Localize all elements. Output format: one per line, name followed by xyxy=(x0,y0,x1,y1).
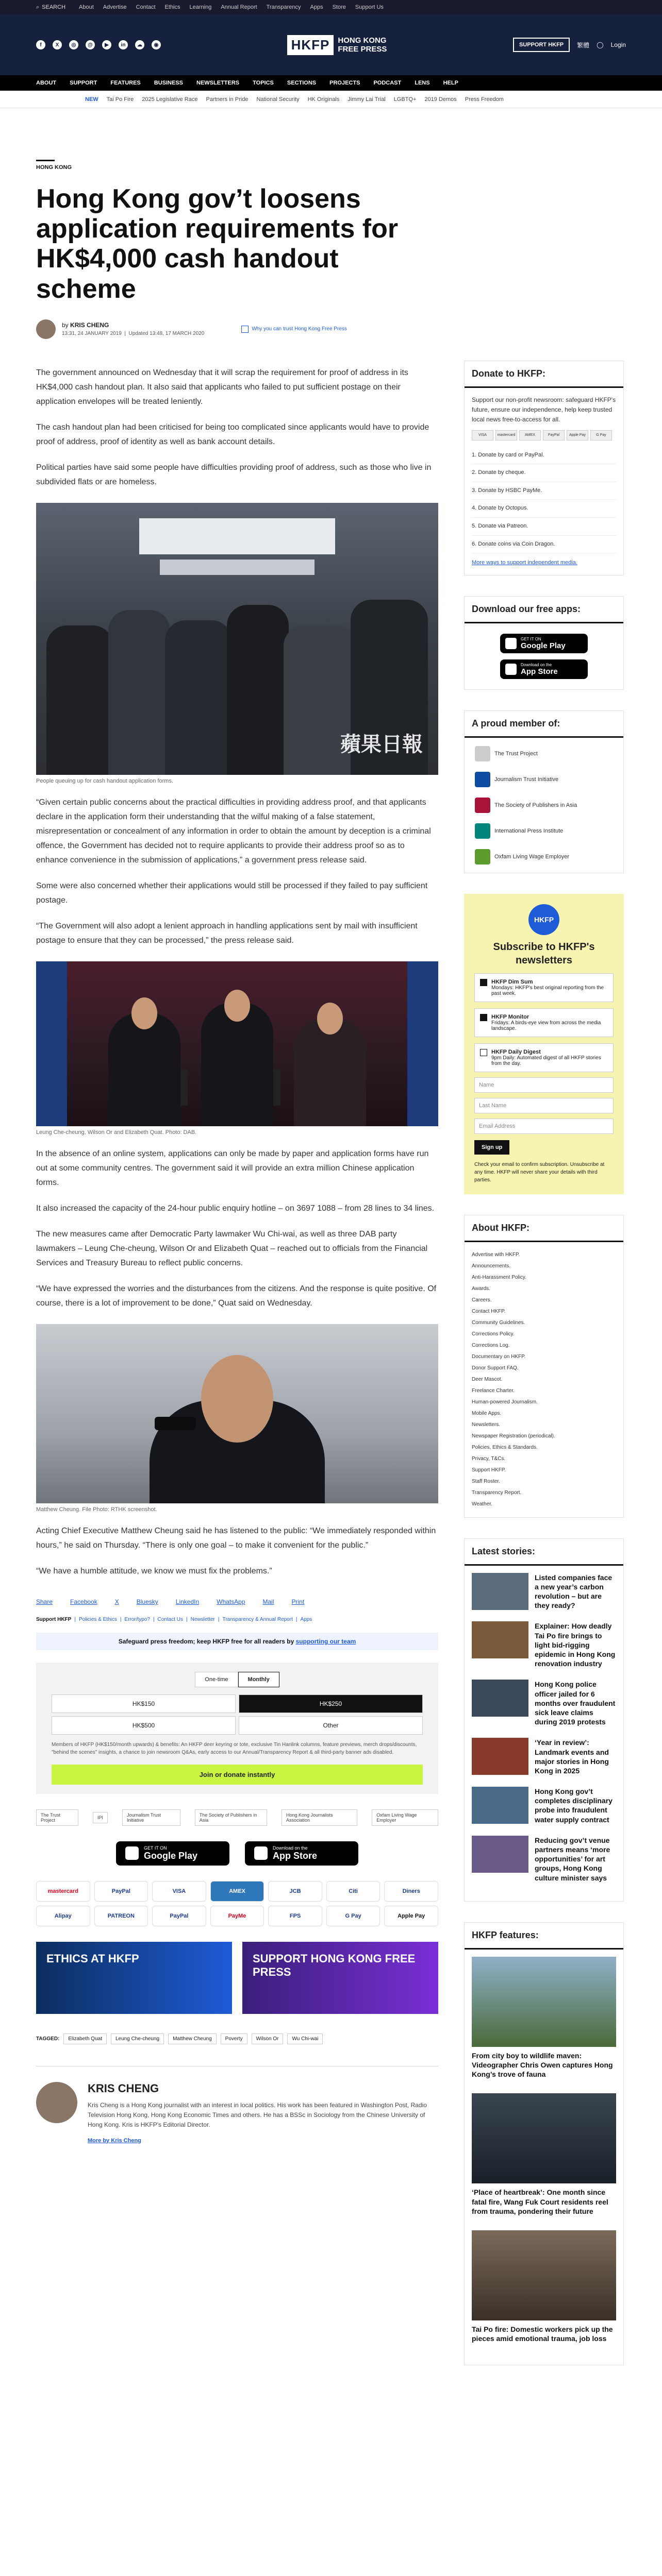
about-link[interactable]: Staff Roster. xyxy=(472,1478,500,1484)
updated-date: Updated 13:48, 17 MARCH 2020 xyxy=(128,331,205,337)
story-item[interactable]: Explainer: How deadly Tai Po fire brings to light bid-rigging epidemic in Hong Kong renovation industry xyxy=(472,1621,616,1668)
author-link[interactable]: KRIS CHENG xyxy=(70,321,109,329)
photo-watermark: 蘋果日報 xyxy=(340,732,423,756)
about-link[interactable]: Transparency Report. xyxy=(472,1489,522,1496)
photo-mic xyxy=(155,1417,196,1430)
trust-icon xyxy=(241,326,249,333)
payment-logo: PayPal xyxy=(543,430,565,440)
paragraph: Political parties have said some people have difficulties providing proof of address, such as those who live in subdivided flats or are homeless. xyxy=(36,463,432,486)
bluesky-icon[interactable]: ☁ xyxy=(135,40,144,49)
apple-icon xyxy=(505,664,517,675)
member-logo xyxy=(475,798,490,813)
utility-bar xyxy=(0,0,662,14)
footer-link[interactable]: Error/typo? xyxy=(124,1616,150,1622)
more-by-author-link[interactable]: More by Kris Cheng xyxy=(88,2137,141,2144)
payment-logo: G Pay xyxy=(590,430,612,440)
story-item[interactable]: Reducing gov’t venue partners means ‘more opportunities’ for art groups, Hong Kong culture minister says xyxy=(472,1836,616,1883)
donate-widget xyxy=(36,1663,438,1794)
trending-item[interactable]: 2025 Legislative Race xyxy=(142,96,198,103)
photo-backdrop xyxy=(36,961,67,1126)
google-play-icon xyxy=(505,638,517,649)
utility-link[interactable]: Annual Report xyxy=(221,4,257,10)
story-item[interactable]: Hong Kong police officer jailed for 6 months over fraudulent sick leave claims during 2019 protests xyxy=(472,1680,616,1726)
about-link[interactable]: Deer Mascot. xyxy=(472,1376,503,1382)
support-promo[interactable]: SUPPORT HONG KONG FREE PRESS xyxy=(242,1942,438,2014)
site-header xyxy=(0,14,662,75)
article xyxy=(36,108,438,2386)
member-logo[interactable]: The Society of Publishers in Asia xyxy=(195,1809,267,1826)
rss-icon[interactable]: ◉ xyxy=(152,40,161,49)
payment-logo: PayPal xyxy=(94,1881,148,1902)
about-sidebar xyxy=(464,1215,624,1518)
footer-link[interactable]: Transparency & Annual Report xyxy=(222,1616,293,1622)
feature-image xyxy=(472,2230,616,2320)
amount-option[interactable]: Other xyxy=(239,1716,423,1735)
share-whatsapp[interactable]: WhatsApp xyxy=(217,1598,245,1605)
tag[interactable]: Wu Chi-wai xyxy=(287,2033,323,2044)
search-toggle[interactable]: ⌕ SEARCH xyxy=(36,4,66,10)
about-link[interactable]: Donor Support FAQ. xyxy=(472,1365,519,1371)
author-name[interactable]: KRIS CHENG xyxy=(88,2081,159,2095)
about-link[interactable]: Advertise with HKFP. xyxy=(472,1251,520,1258)
official-photo[interactable] xyxy=(36,1324,438,1503)
author-box xyxy=(36,2066,438,2144)
share-linkedin[interactable]: LinkedIn xyxy=(175,1598,200,1605)
paragraph: It also increased the capacity of the 24-hour public enquiry hotline – on 3697 1088 – from 28 lines to 34 lines. xyxy=(36,1204,435,1213)
donate-option[interactable]: 6. Donate coins via Coin Dragon. xyxy=(472,536,616,554)
share-mail[interactable]: Mail xyxy=(262,1598,274,1605)
trending-item[interactable]: Tai Po Fire xyxy=(106,96,134,103)
byline-text: by KRIS CHENG 13:31, 24 JANUARY 2019 | Updated 13:48, 17 MARCH 2020 xyxy=(62,321,205,337)
paragraph: “We have expressed the worries and the disturbances from the citizens. And the response is quite positive. Of course, there is a lot of improvement to be done,” Quat said on Wednesday. xyxy=(36,1284,437,1308)
widget-title: Latest stories: xyxy=(465,1539,623,1566)
instagram-icon[interactable]: ◎ xyxy=(69,40,78,49)
x-icon[interactable]: X xyxy=(53,40,62,49)
photo-caption: People queuing up for cash handout application forms. xyxy=(36,777,174,784)
about-link[interactable]: Weather. xyxy=(472,1501,492,1507)
payment-logo: PayPal xyxy=(152,1906,206,1926)
login-link[interactable]: Login xyxy=(610,41,626,48)
nav-item[interactable]: HELP xyxy=(443,80,458,86)
about-link[interactable]: Documentary on HKFP. xyxy=(472,1353,526,1360)
sidebar-pay-logos xyxy=(472,430,616,440)
paragraph: Some were also concerned whether their applications would still be processed if they failed to pay sufficient postage. xyxy=(36,881,428,905)
amount-option[interactable]: HK$150 xyxy=(52,1694,236,1713)
payment-logo: AMEX xyxy=(519,430,541,440)
utility-link[interactable]: Learning xyxy=(189,4,212,10)
story-thumb xyxy=(472,1680,528,1717)
page-body xyxy=(0,108,662,2386)
nav-item[interactable]: ABOUT xyxy=(36,80,57,86)
footer-link[interactable]: Newsletter xyxy=(190,1616,215,1622)
donate-amounts xyxy=(52,1694,423,1735)
app-store-row xyxy=(36,1841,438,1866)
share-bluesky[interactable]: Bluesky xyxy=(136,1598,158,1605)
utility-link[interactable]: About xyxy=(79,4,94,10)
donate-option[interactable]: 1. Donate by card or PayPal. xyxy=(472,447,616,465)
feature-item[interactable]: From city boy to wildlife maven: Videographer Chris Owen captures Hong Kong’s trove of fauna xyxy=(472,1957,616,2079)
nav-item[interactable]: FEATURES xyxy=(110,80,141,86)
payment-logo: Apple Pay xyxy=(567,430,588,440)
member-item[interactable]: Oxfam Living Wage Employer xyxy=(475,849,613,865)
photo-caption: Matthew Cheung. File Photo: RTHK screenshot. xyxy=(36,1506,157,1513)
donate-option[interactable]: 5. Donate via Patreon. xyxy=(472,518,616,536)
about-links xyxy=(465,1242,623,1517)
author-avatar[interactable] xyxy=(36,319,56,339)
widget-title: HKFP features: xyxy=(465,1923,623,1950)
paragraph: “Given certain public concerns about the practical difficulties in providing address proof, and that applicants declare in the application form their understanding that the wilful making of a false statement, misrepresentation or concealment of any information in order to obtain the amount by deception is a criminal offence, the Government has decided not to require applicants to provide their address proof so as to enhance convenience in the submission of applications,” a government press release said. xyxy=(36,798,431,865)
story-item[interactable]: Hong Kong gov’t completes disciplinary probe into fraudulent water supply contract xyxy=(472,1787,616,1824)
newsletter-logo: HKFP xyxy=(528,904,559,935)
user-icon[interactable]: ◯ xyxy=(597,41,604,48)
share-bar xyxy=(36,1598,438,1605)
checkbox-checked[interactable] xyxy=(480,1014,487,1021)
member-logo[interactable]: The Trust Project xyxy=(36,1809,78,1826)
payment-logo: Alipay xyxy=(36,1906,90,1926)
payment-methods xyxy=(36,1881,438,1926)
app-store-button[interactable]: Download on the App Store xyxy=(500,659,588,679)
queue-photo[interactable] xyxy=(36,503,438,775)
trending-item[interactable]: Jimmy Lai Trial xyxy=(347,96,386,103)
widget-title: A proud member of: xyxy=(465,711,623,738)
member-logo xyxy=(475,746,490,761)
story-thumb xyxy=(472,1738,528,1775)
newsletter-signup xyxy=(464,894,624,1194)
nav-item[interactable]: PROJECTS xyxy=(329,80,360,86)
nav-item[interactable]: NEWSLETTERS xyxy=(196,80,240,86)
figure xyxy=(36,1324,438,1513)
member-logo[interactable]: Hong Kong Journalists Association xyxy=(282,1809,357,1826)
section-label[interactable]: HONG KONG xyxy=(36,160,55,171)
member-logo xyxy=(475,823,490,839)
article-footer-links: Support HKFP | Policies & Ethics | Error/typo? | Contact Us | Newsletter | Transparency & Annual Report | Apps xyxy=(36,1616,312,1622)
latest-stories xyxy=(464,1538,624,1902)
hkfp-features xyxy=(464,1922,624,2366)
paragraph: The cash handout plan had been criticised for being too complicated since applicants would have to provide proof of address, proof of identity as well as bank account details. xyxy=(36,422,429,446)
member-logo xyxy=(475,772,490,787)
support-link[interactable]: Support HKFP xyxy=(36,1616,72,1622)
search-icon: ⌕ xyxy=(36,4,40,10)
nav-item[interactable]: PODCAST xyxy=(373,80,402,86)
checkbox-checked[interactable] xyxy=(480,979,487,986)
about-link[interactable]: Corrections Policy. xyxy=(472,1331,515,1337)
apple-icon xyxy=(254,1846,268,1860)
utility-link[interactable]: Support Us xyxy=(355,4,384,10)
tag[interactable]: Elizabeth Quat xyxy=(63,2033,107,2044)
widget-title: About HKFP: xyxy=(465,1215,623,1242)
photo-person xyxy=(165,620,232,775)
freq-monthly[interactable]: Monthly xyxy=(238,1672,279,1687)
threads-icon[interactable]: @ xyxy=(86,40,95,49)
trending-item[interactable]: Partners in Pride xyxy=(206,96,249,103)
donate-options xyxy=(472,447,616,554)
payment-logo: VISA xyxy=(152,1881,206,1902)
member-logo xyxy=(475,849,490,865)
photo-sign xyxy=(160,560,315,575)
promo-banners xyxy=(36,1942,438,2014)
about-link[interactable]: Freelance Charter. xyxy=(472,1387,515,1394)
support-button[interactable]: SUPPORT HKFP xyxy=(513,38,570,52)
tags-label: TAGGED: xyxy=(36,2036,60,2042)
google-play-icon xyxy=(125,1846,139,1860)
footer-link[interactable]: Policies & Ethics xyxy=(78,1616,117,1622)
photo-mic xyxy=(180,1070,188,1106)
nav-item[interactable]: BUSINESS xyxy=(154,80,184,86)
paragraph: In the absence of an online system, applications can only be made by paper and application forms have run out at some community centres. The government said it will provide an extra million Chinese application forms. xyxy=(36,1149,429,1187)
feature-item[interactable]: ‘Place of heartbreak’: One month since fatal fire, Wang Fuk Court residents reel from trauma, pondering their future xyxy=(472,2093,616,2216)
app-store-button[interactable]: Download on the App Store xyxy=(245,1841,358,1866)
payment-logo: Diners xyxy=(384,1881,438,1902)
last-name-input[interactable]: Last Name xyxy=(474,1098,614,1113)
nav-item[interactable]: TOPICS xyxy=(253,80,274,86)
social-icons xyxy=(36,40,161,49)
about-link[interactable]: Newspaper Registration (periodical). xyxy=(472,1433,555,1439)
main-nav xyxy=(0,75,662,91)
about-link[interactable]: Anti-Harassment Policy. xyxy=(472,1274,526,1280)
figure xyxy=(36,961,438,1136)
new-badge: NEW xyxy=(85,96,98,103)
donate-text: Support our non-profit newsroom: safeguard HKFP's future, ensure our independence, help keep trusted local news free-to-access for all. xyxy=(472,396,616,423)
email-input[interactable]: Email Address xyxy=(474,1118,614,1134)
tag[interactable]: Wilson Or xyxy=(252,2033,284,2044)
widget-title: Donate to HKFP: xyxy=(465,361,623,388)
donate-option[interactable]: 4. Donate by Octopus. xyxy=(472,500,616,518)
about-link[interactable]: Awards. xyxy=(472,1285,490,1292)
ethics-promo[interactable]: ETHICS AT HKFP xyxy=(36,1942,232,2014)
about-link[interactable]: Support HKFP. xyxy=(472,1467,506,1473)
figure xyxy=(36,503,438,784)
story-item[interactable]: Listed companies face a new year’s carbon revolution – but are they ready? xyxy=(472,1573,616,1611)
photo-person xyxy=(227,605,289,775)
member-logo[interactable]: Journalism Trust Initiative xyxy=(122,1809,180,1826)
feature-item[interactable]: Tai Po fire: Domestic workers pick up the pieces amid emotional trauma, job loss xyxy=(472,2230,616,2343)
about-link[interactable]: Human-powered Journalism. xyxy=(472,1399,538,1405)
story-item[interactable]: ‘Year in review’: Landmark events and major stories in Hong Kong in 2025 xyxy=(472,1738,616,1775)
story-thumb xyxy=(472,1836,528,1873)
trending-nav xyxy=(0,91,662,108)
newsletter-note: Check your email to confirm subscription. Unsubscribe at any time. HKFP will never share your details with third parties. xyxy=(474,1161,605,1183)
photo-backdrop xyxy=(407,961,438,1126)
feature-image xyxy=(472,1957,616,2047)
paragraph: The new measures came after Democratic Party lawmaker Wu Chi-wai, as well as three DAB party lawmakers – Leung Che-cheung, Wilson Or and Elizabeth Quat – reached out to officials from the Financial Services and Treasury Bureau to reflect public concerns. xyxy=(36,1229,428,1267)
about-link[interactable]: Newsletters. xyxy=(472,1421,501,1428)
about-link[interactable]: Announcements. xyxy=(472,1263,511,1269)
trust-link[interactable]: Why you can trust Hong Kong Free Press xyxy=(241,326,347,333)
google-play-button[interactable]: GET IT ON Google Play xyxy=(500,634,588,653)
nav-item[interactable]: SECTIONS xyxy=(287,80,317,86)
payment-logo: Apple Pay xyxy=(384,1906,438,1926)
trending-item[interactable]: Press Freedom xyxy=(465,96,504,103)
payment-logo: mastercard xyxy=(495,430,517,440)
donate-frequency xyxy=(52,1672,423,1687)
photo-sign xyxy=(139,518,335,554)
share-label: Share xyxy=(36,1598,53,1605)
article-title: Hong Kong gov’t loosens application requirements for HK$4,000 cash handout scheme xyxy=(36,184,399,304)
article-body xyxy=(36,366,438,1579)
tag[interactable]: Matthew Cheung xyxy=(168,2033,217,2044)
photo-face xyxy=(224,990,250,1022)
photo-face xyxy=(201,1355,273,1443)
utility-link[interactable]: Store xyxy=(332,4,346,10)
photo-mic xyxy=(273,1070,280,1106)
trending-item[interactable]: HK Originals xyxy=(307,96,340,103)
lawmakers-photo[interactable] xyxy=(36,961,438,1126)
about-link[interactable]: Policies, Ethics & Standards. xyxy=(472,1444,538,1450)
newsletter-option[interactable]: HKFP Daily Digest 9pm Daily: Automated digest of all HKFP stories from the day. xyxy=(474,1043,614,1072)
payment-logo: JCB xyxy=(268,1881,322,1902)
payment-logo: AMEX xyxy=(210,1881,264,1902)
trending-item[interactable]: LGBTQ+ xyxy=(393,96,417,103)
paragraph: “The Government will also adopt a lenient approach in handling applications sent by mail with insufficient postage to ensure that they can be processed,” the press release said. xyxy=(36,921,418,945)
about-link[interactable]: Privacy, T&Cs. xyxy=(472,1455,506,1462)
newsletter-option[interactable]: HKFP Dim Sum Mondays: HKFP's best original reporting from the past week. xyxy=(474,973,614,1002)
member-logos xyxy=(36,1809,438,1826)
trending-item[interactable]: National Security xyxy=(256,96,300,103)
payment-logo: Citi xyxy=(326,1881,380,1902)
linkedin-icon[interactable]: in xyxy=(119,40,128,49)
about-link[interactable]: Mobile Apps. xyxy=(472,1410,502,1416)
donate-option[interactable]: 3. Donate by HSBC PayMe. xyxy=(472,482,616,500)
member-logo[interactable]: IPI xyxy=(93,1812,108,1823)
payment-logo: PayMe xyxy=(210,1906,264,1926)
payment-logo: FPS xyxy=(268,1906,322,1926)
story-thumb xyxy=(472,1621,528,1658)
utility-link[interactable]: Transparency xyxy=(266,4,301,10)
member-logo[interactable]: Oxfam Living Wage Employer xyxy=(372,1809,438,1826)
share-x[interactable]: X xyxy=(114,1598,119,1605)
trending-item[interactable]: 2019 Demos xyxy=(424,96,457,103)
member-item[interactable]: Journalism Trust Initiative xyxy=(475,772,613,787)
utility-links xyxy=(79,4,384,10)
freq-one-time[interactable]: One-time xyxy=(195,1672,238,1687)
more-ways-link[interactable]: More ways to support independent media. xyxy=(472,560,577,566)
footer-link[interactable]: Contact Us xyxy=(157,1616,184,1622)
amount-option[interactable]: HK$250 xyxy=(239,1694,423,1713)
sidebar xyxy=(464,108,624,2386)
story-thumb xyxy=(472,1573,528,1610)
utility-link[interactable]: Apps xyxy=(310,4,323,10)
photo-caption: Leung Che-cheung, Wilson Or and Elizabeth Quat. Photo: DAB. xyxy=(36,1129,197,1136)
utility-link[interactable]: Advertise xyxy=(103,4,127,10)
newsletter-title: Subscribe to HKFP's newsletters xyxy=(493,941,595,966)
author-bio: Kris Cheng is a Hong Kong journalist with an interest in local politics. His work has been featured in Washington Post, Radio Television Hong Kong, Hong Kong Economic Times and others. He has a BSSc in Sociology from the Chinese University of Hong Kong. Kris is HKFP's Editorial Director. xyxy=(88,2101,427,2129)
amount-option[interactable]: HK$500 xyxy=(52,1716,236,1735)
tag[interactable]: Leung Che-cheung xyxy=(111,2033,164,2044)
about-link[interactable]: Contact HKFP. xyxy=(472,1308,506,1314)
published-date: 13:31, 24 JANUARY 2019 xyxy=(62,331,122,337)
photo-person xyxy=(108,1013,180,1126)
signup-button[interactable]: Sign up xyxy=(474,1140,509,1155)
about-link[interactable]: Community Guidelines. xyxy=(472,1319,525,1326)
author-avatar-large[interactable] xyxy=(36,2082,77,2123)
safeguard-banner: Safeguard press freedom; keep HKFP free for all readers by supporting our team xyxy=(36,1633,438,1650)
utility-link[interactable]: Ethics xyxy=(164,4,180,10)
first-name-input[interactable]: Name xyxy=(474,1077,614,1093)
about-link[interactable]: Corrections Log. xyxy=(472,1342,510,1348)
donate-option[interactable]: 2. Donate by cheque. xyxy=(472,464,616,482)
tag[interactable]: Poverty xyxy=(221,2033,247,2044)
tag-list xyxy=(36,2033,438,2044)
photo-face xyxy=(317,1003,343,1035)
share-print[interactable]: Print xyxy=(291,1598,305,1605)
header-actions xyxy=(513,38,626,52)
member-item[interactable]: International Press Institute xyxy=(475,823,613,839)
logo-words: HONG KONG FREE PRESS xyxy=(338,36,387,54)
payment-logo: G Pay xyxy=(326,1906,380,1926)
donate-sidebar xyxy=(464,361,624,575)
nav-item[interactable]: LENS xyxy=(415,80,430,86)
checkbox-unchecked[interactable] xyxy=(480,1049,487,1056)
member-item[interactable]: The Society of Publishers in Asia xyxy=(475,798,613,813)
story-thumb xyxy=(472,1787,528,1824)
share-facebook[interactable]: Facebook xyxy=(70,1598,97,1605)
byline xyxy=(36,319,438,339)
about-link[interactable]: Careers. xyxy=(472,1297,492,1303)
youtube-icon[interactable]: ▶ xyxy=(102,40,111,49)
footer-link[interactable]: Apps xyxy=(300,1616,312,1622)
newsletter-option[interactable]: HKFP Monitor Fridays: A birds-eye view from across the media landscape. xyxy=(474,1008,614,1037)
support-team-link[interactable]: supporting our team xyxy=(295,1637,356,1645)
site-logo[interactable] xyxy=(287,35,387,55)
photo-person xyxy=(108,610,170,775)
nav-item[interactable]: SUPPORT xyxy=(70,80,97,86)
logo-mark: HKFP xyxy=(287,35,334,55)
utility-link[interactable]: Contact xyxy=(136,4,156,10)
join-button[interactable]: Join or donate instantly xyxy=(52,1765,423,1785)
language-switch[interactable]: 繁體 xyxy=(577,41,590,49)
apps-sidebar xyxy=(464,596,624,690)
photo-face xyxy=(131,997,157,1029)
widget-title: Download our free apps: xyxy=(465,597,623,623)
paragraph: The government announced on Wednesday that it will scrap the requirement for proof of address in its HK$4,000 cash handout plan. It also said that applicants who failed to put sufficient postage on their application envelopes will be treated leniently. xyxy=(36,368,408,406)
member-item[interactable]: The Trust Project xyxy=(475,746,613,761)
paragraph: “We have a humble attitude, we know we must fix the problems.” xyxy=(36,1566,272,1575)
payment-logo: mastercard xyxy=(36,1881,90,1902)
payment-logo: VISA xyxy=(472,430,493,440)
facebook-icon[interactable]: f xyxy=(36,40,45,49)
payment-logo: PATREON xyxy=(94,1906,148,1926)
photo-person xyxy=(46,625,113,775)
feature-image xyxy=(472,2093,616,2183)
donate-note: Members of HKFP (HK$150/month upwards) & benefits: An HKFP deer keyring or tote, exclusive Tin Hanlink columns, feature previews, merch drops/discounts, "behind the scenes" insights, a chance to join newsroom Q&As, early access to our Annual/Transparency Report & all third-party banner ads disabled. xyxy=(52,1741,417,1755)
members-sidebar xyxy=(464,710,624,873)
paragraph: Acting Chief Executive Matthew Cheung said he has listened to the public: “We immediately responded within hours,” he said on Thursday. “There is only one goal – to make it convenient for the public.” xyxy=(36,1526,436,1550)
google-play-button[interactable]: GET IT ON Google Play xyxy=(116,1841,229,1866)
